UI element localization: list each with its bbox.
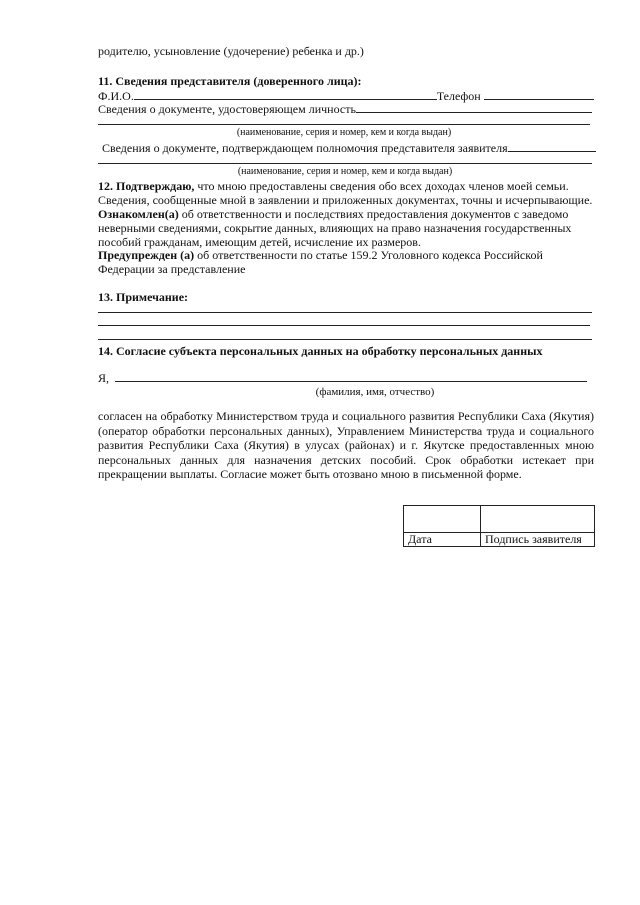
section-12-line-1 — [98, 179, 569, 193]
ack-line-1 — [98, 207, 568, 221]
section-12-lead: 12. Подтверждаю, — [98, 179, 195, 193]
authority-continuation-line[interactable] — [98, 163, 592, 164]
date-cell[interactable] — [404, 506, 481, 533]
signature-cell[interactable] — [481, 506, 595, 533]
ack-line-2: неверными сведениями, сокрытие данных, влияющих на право назначения государственных — [98, 221, 572, 235]
date-label: Дата — [404, 533, 481, 547]
note-line-3[interactable] — [98, 339, 592, 340]
phone-field[interactable] — [484, 88, 594, 100]
fio-field[interactable] — [134, 88, 437, 100]
warn-text-1: об ответственности по статье 159.2 Уголовного кодекса Российской — [194, 248, 543, 262]
section-14-title: 14. Согласие субъекта персональных данных на обработку персональных данных — [98, 344, 543, 358]
ack-line-3: пособий гражданам, имеющим детей, исчисление их размеров. — [98, 235, 421, 249]
signature-label: Подпись заявителя — [481, 533, 595, 547]
ack-lead: Ознакомлен(а) — [98, 207, 179, 221]
warn-line-2: Федерации за представление — [98, 262, 246, 276]
ack-text-1: об ответственности и последствиях предоставления документов с заведомо — [178, 207, 569, 221]
section-11-title: 11. Сведения представителя (доверенного лица): — [98, 74, 362, 88]
consent-text: согласен на обработку Министерством труда и социального развития Республики Саха (Якутия) (оператор обработки персональных данных), Управлением Министерства труда и социального развития Республики Саха (Якутия) в улусах (районах) и г. Якутске предоставленных мною персональных данных для назначения детских пособий. Срок обработки истекает при прекращении выплаты. Согласие может быть отозвано мною в письменной форме. — [98, 409, 594, 481]
warn-line-1 — [98, 248, 543, 262]
name-caption: (фамилия, имя, отчество) — [315, 386, 435, 398]
id-doc-label: Сведения о документе, удостоверяющем личность — [98, 102, 356, 116]
warn-lead: Предупрежден (а) — [98, 248, 195, 262]
note-line-1[interactable] — [98, 312, 592, 313]
authority-label: Сведения о документе, подтверждающем полномочия представителя заявителя — [102, 141, 508, 155]
section-13-title: 13. Примечание: — [98, 290, 189, 304]
section-12-text-1: что мною предоставлены сведения обо всех доходах членов моей семьи. — [194, 179, 569, 193]
section-12-line-2: Сведения, сообщенные мной в заявлении и приложенных документах, точны и исчерпывающие. — [98, 193, 593, 207]
continuation-text: родителю, усыновление (удочерение) ребенка и др.) — [98, 44, 364, 58]
authority-field[interactable] — [508, 140, 596, 152]
authority-caption: (наименование, серия и номер, кем и когда выдан) — [237, 166, 453, 177]
id-doc-row — [98, 101, 592, 116]
authority-row — [102, 140, 596, 155]
ya-row — [98, 370, 587, 385]
fio-label: Ф.И.О. — [98, 89, 134, 103]
id-doc-continuation-line[interactable] — [98, 124, 590, 125]
id-doc-caption: (наименование, серия и номер, кем и когда выдан) — [236, 127, 452, 138]
ya-label: Я, — [98, 371, 110, 385]
note-line-2[interactable] — [98, 325, 590, 326]
ya-name-field-b[interactable] — [251, 370, 587, 382]
ya-name-field-a[interactable] — [115, 370, 251, 382]
signature-table — [403, 505, 595, 547]
phone-label: Телефон — [436, 89, 481, 103]
id-doc-field[interactable] — [356, 101, 592, 113]
